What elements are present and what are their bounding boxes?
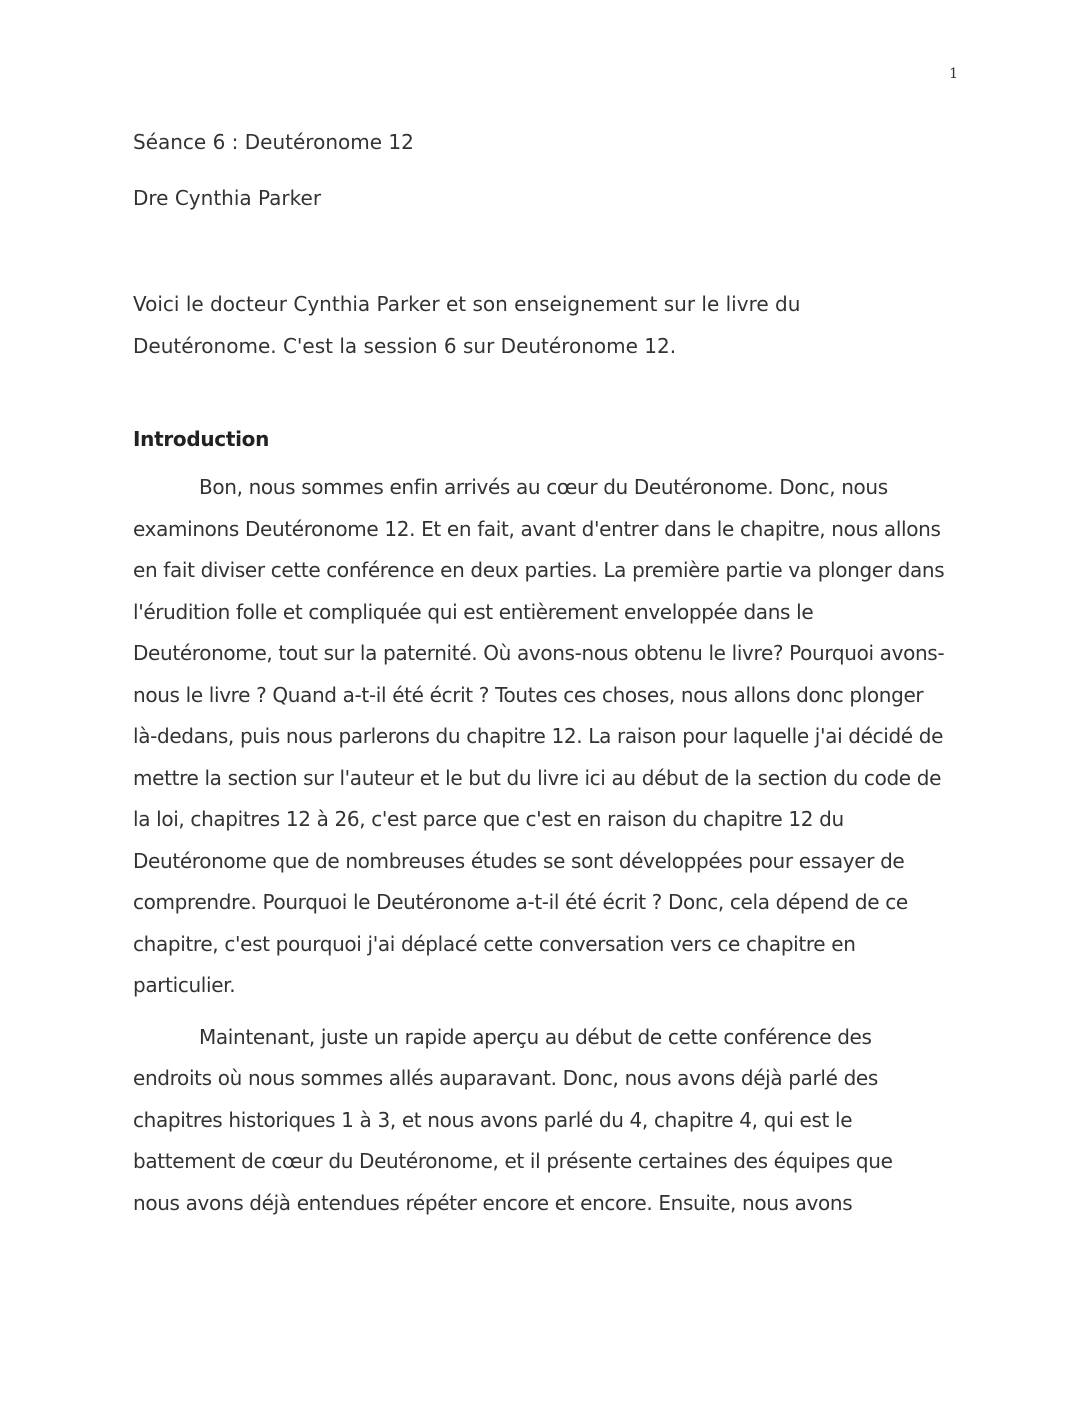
section-heading: Introduction (133, 427, 270, 451)
author-name: Dre Cynthia Parker (133, 186, 322, 210)
intro-paragraph: Voici le docteur Cynthia Parker et son enseignement sur le livre du Deutéronome. C'est la session 6 sur Deutéronome 12. (133, 292, 801, 358)
body-paragraph-1: Bon, nous sommes enfin arrivés au cœur du Deutéronome. Donc, nous examinons Deutéronome 12. Et en fait, avant d'entrer dans le chapitre, nous allons en fait diviser cette conférence en deux parties. La première partie va plonger dans l'érudition folle et compliquée qui est entièrement enveloppée dans le Deutéronome, tout sur la paternité. Où avons-nous obtenu le livre? Pourquoi avons-nous le livre ? Quand a-t-il été écrit ? Toutes ces choses, nous allons donc plonger là-dedans, puis nous parlerons du chapitre 12. La raison pour laquelle j'ai décidé de mettre la section sur l'auteur et le but du livre ici au début de la section du code de la loi, chapitres 12 à 26, c'est parce que c'est en raison du chapitre 12 du Deutéronome que de nombreuses études se sont développées pour essayer de comprendre. Pourquoi le Deutéronome a-t-il été écrit ? Donc, cela dépend de ce chapitre, c'est pourquoi j'ai déplacé cette conversation vers ce chapitre en particulier. (133, 475, 945, 997)
document-body (133, 124, 945, 1234)
body-paragraph-2: Maintenant, juste un rapide aperçu au début de cette conférence des endroits où nous sommes allés auparavant. Donc, nous avons déjà parlé des chapitres historiques 1 à 3, et nous avons parlé du 4, chapitre 4, qui est le battement de cœur du Deutéronome, et il présente certaines des équipes que nous avons déjà entendues répéter encore et encore. Ensuite, nous avons (133, 1024, 893, 1215)
session-title: Séance 6 : Deutéronome 12 (133, 130, 414, 154)
page-number: 1 (949, 66, 958, 82)
